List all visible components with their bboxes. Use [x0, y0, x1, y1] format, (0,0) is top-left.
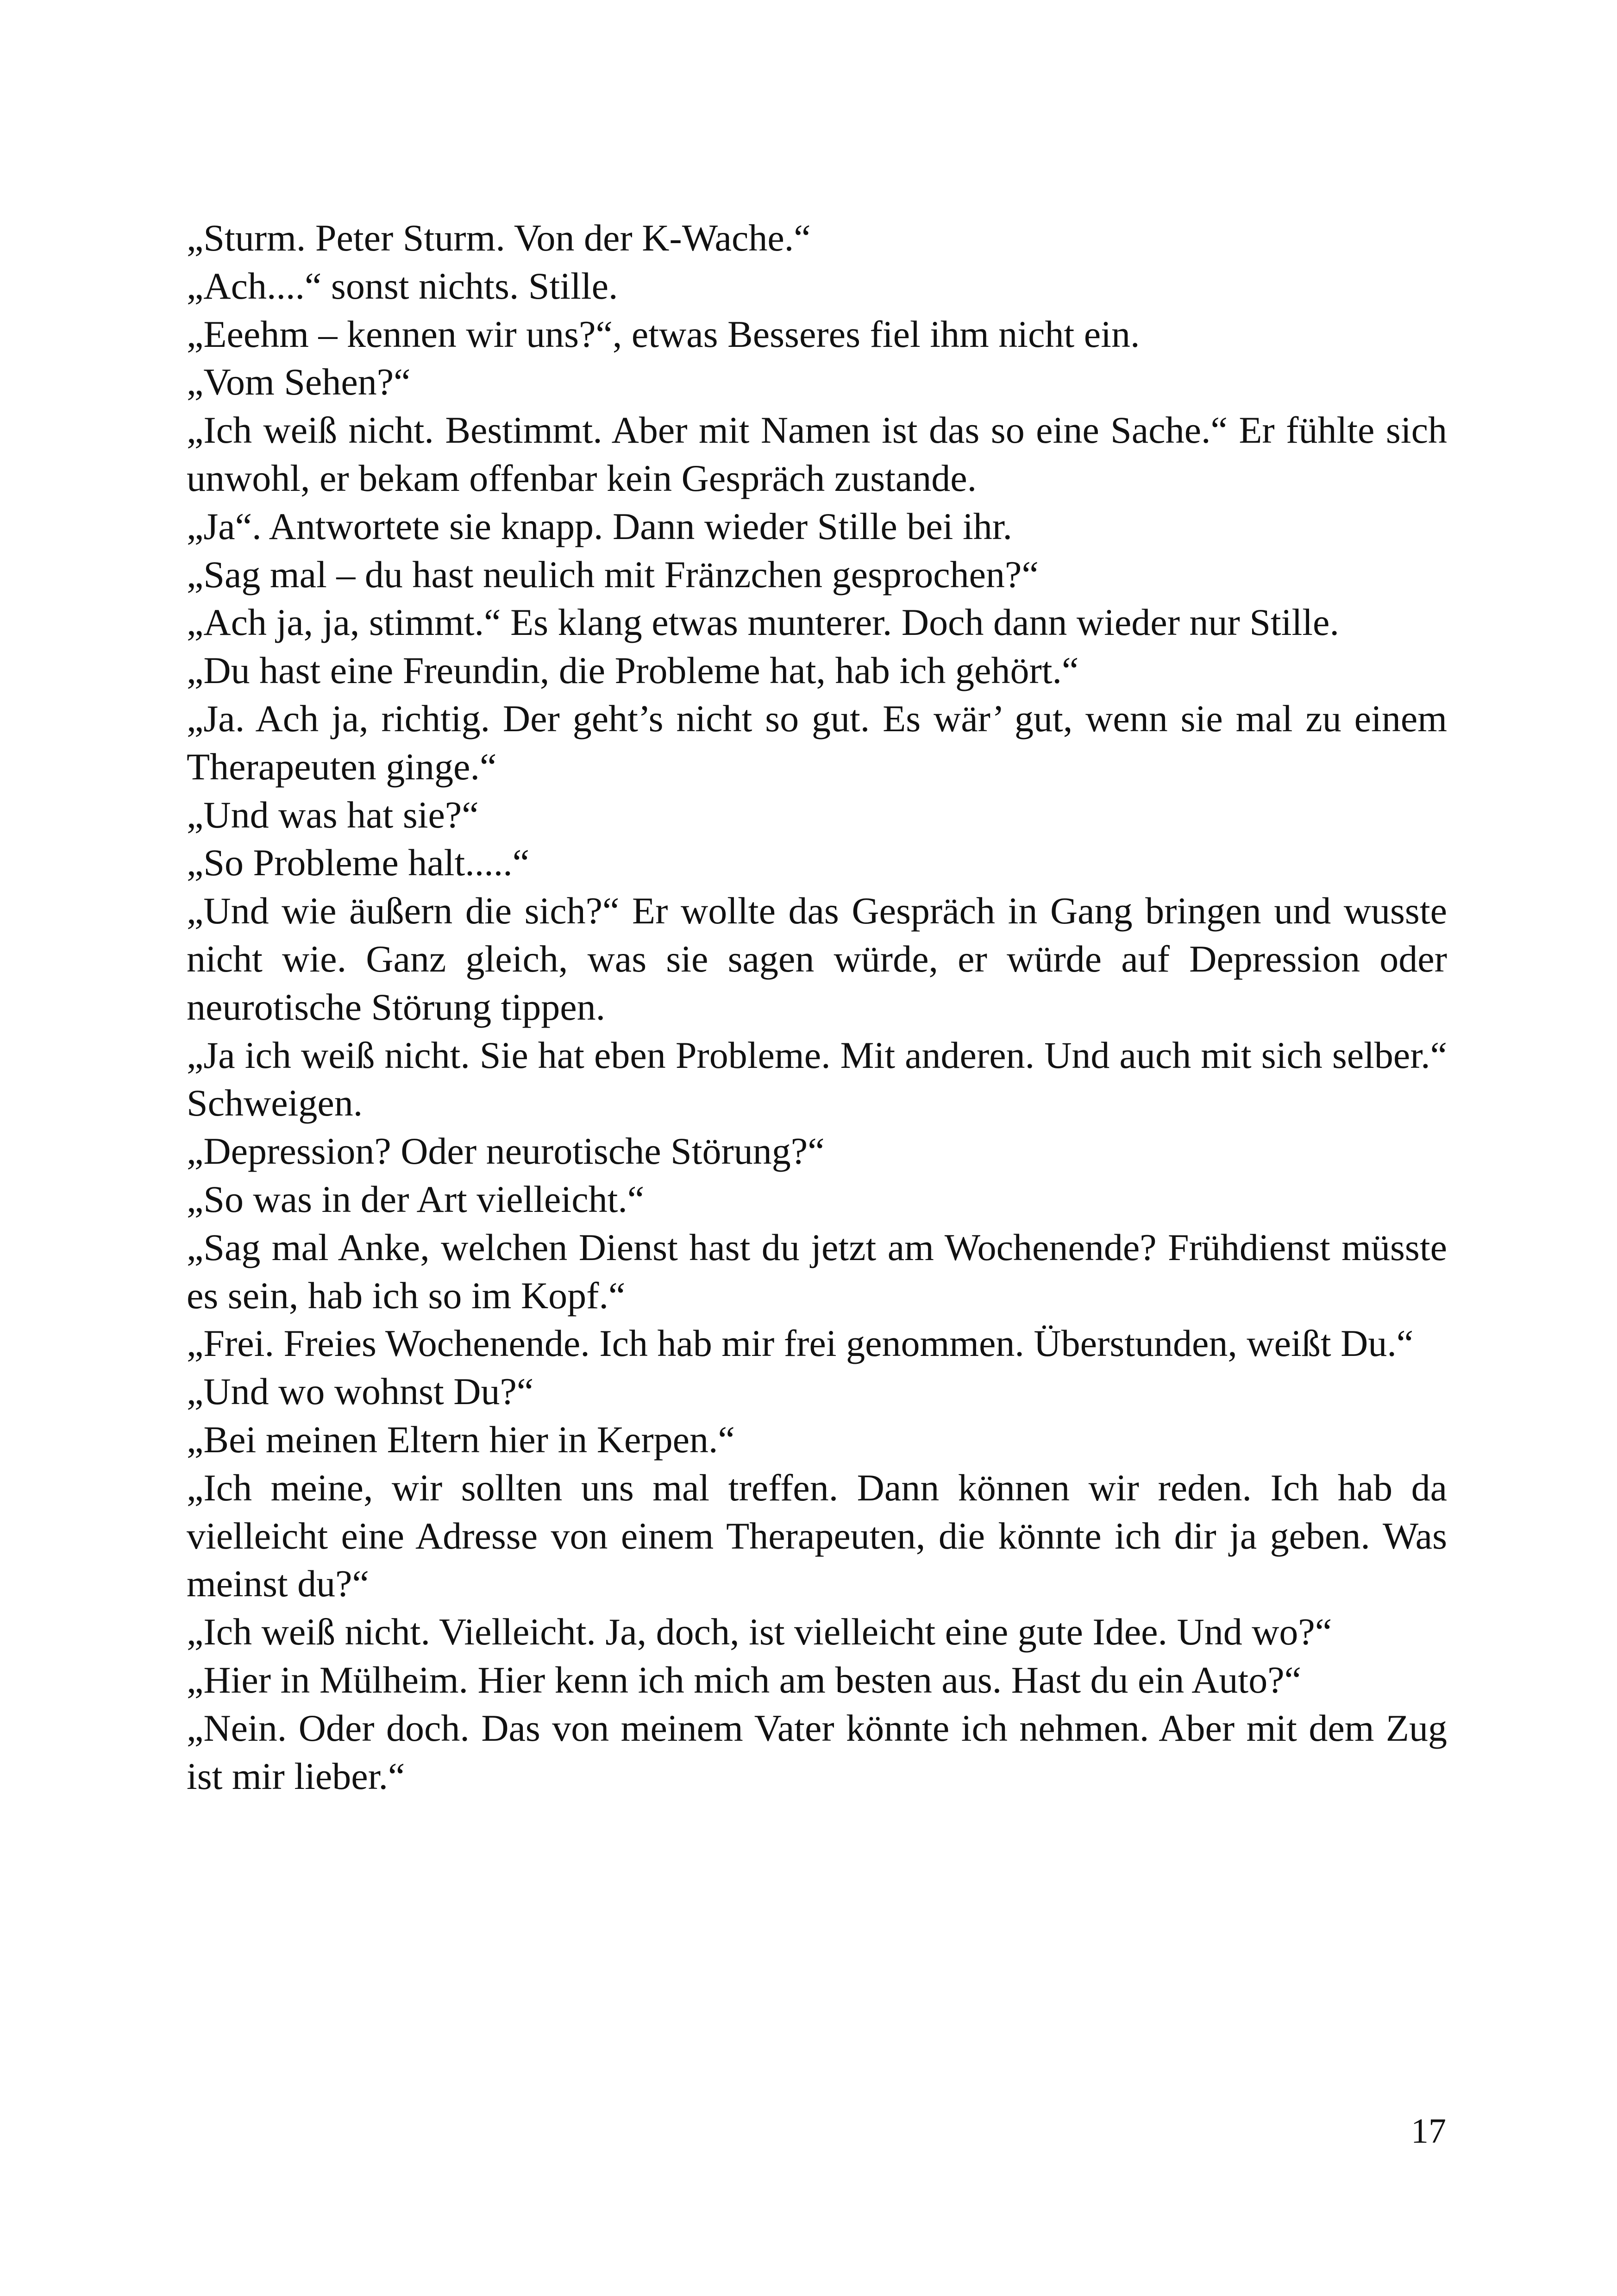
paragraph: „Hier in Mülheim. Hier kenn ich mich am besten aus. Hast du ein Auto?“ [187, 1658, 1301, 1701]
paragraph: „Frei. Freies Wochenende. Ich hab mir frei genommen. Überstunden, weißt Du.“ [187, 1322, 1414, 1365]
page-number: 17 [1411, 2112, 1446, 2151]
paragraph: „Sag mal Anke, welchen Dienst hast du jetzt am Wochenende? Frühdienst müsste es sein, hab ich so im Kopf.“ [187, 1226, 1447, 1317]
paragraph: „Nein. Oder doch. Das von meinem Vater könnte ich nehmen. Aber mit dem Zug ist mir lieber.“ [187, 1706, 1447, 1797]
body-text [187, 214, 1447, 1800]
paragraph: „Ja ich weiß nicht. Sie hat eben Probleme. Mit anderen. Und auch mit sich selber.“ Schweigen. [187, 1034, 1447, 1124]
paragraph: „Depression? Oder neurotische Störung?“ [187, 1130, 825, 1173]
paragraph: „Ich weiß nicht. Bestimmt. Aber mit Namen ist das so eine Sache.“ Er fühlte sich unwohl, er bekam offenbar kein Gespräch zustande. [187, 409, 1447, 499]
paragraph: „Du hast eine Freundin, die Probleme hat, hab ich gehört.“ [187, 649, 1079, 692]
paragraph: „Ja. Ach ja, richtig. Der geht’s nicht so gut. Es wär’ gut, wenn sie mal zu einem Therapeuten ginge.“ [187, 697, 1447, 788]
paragraph: „So was in der Art vielleicht.“ [187, 1178, 645, 1220]
paragraph: „Eeehm – kennen wir uns?“, etwas Besseres fiel ihm nicht ein. [187, 313, 1140, 355]
paragraph: „So Probleme halt.....“ [187, 841, 530, 884]
paragraph: „Sag mal – du hast neulich mit Fränzchen gesprochen?“ [187, 553, 1039, 596]
paragraph: „Ich meine, wir sollten uns mal treffen. Dann können wir reden. Ich hab da vielleicht eine Adresse von einem Therapeuten, die könnte ich dir ja geben. Was meinst du?“ [187, 1466, 1447, 1605]
paragraph: „Ich weiß nicht. Vielleicht. Ja, doch, ist vielleicht eine gute Idee. Und wo?“ [187, 1611, 1332, 1653]
paragraph: „Und wie äußern die sich?“ Er wollte das Gespräch in Gang bringen und wusste nicht wie. Ganz gleich, was sie sagen würde, er würde auf Depression oder neurotische Störung tippen. [187, 890, 1447, 1028]
paragraph: „Ach....“ sonst nichts. Stille. [187, 264, 618, 307]
paragraph: „Und was hat sie?“ [187, 793, 479, 836]
paragraph: „Ach ja, ja, stimmt.“ Es klang etwas munterer. Doch dann wieder nur Stille. [187, 601, 1339, 644]
paragraph: „Sturm. Peter Sturm. Von der K-Wache.“ [187, 217, 811, 259]
paragraph: „Und wo wohnst Du?“ [187, 1370, 534, 1413]
paragraph: „Vom Sehen?“ [187, 361, 411, 403]
paragraph: „Bei meinen Eltern hier in Kerpen.“ [187, 1418, 735, 1461]
paragraph: „Ja“. Antwortete sie knapp. Dann wieder Stille bei ihr. [187, 505, 1013, 547]
